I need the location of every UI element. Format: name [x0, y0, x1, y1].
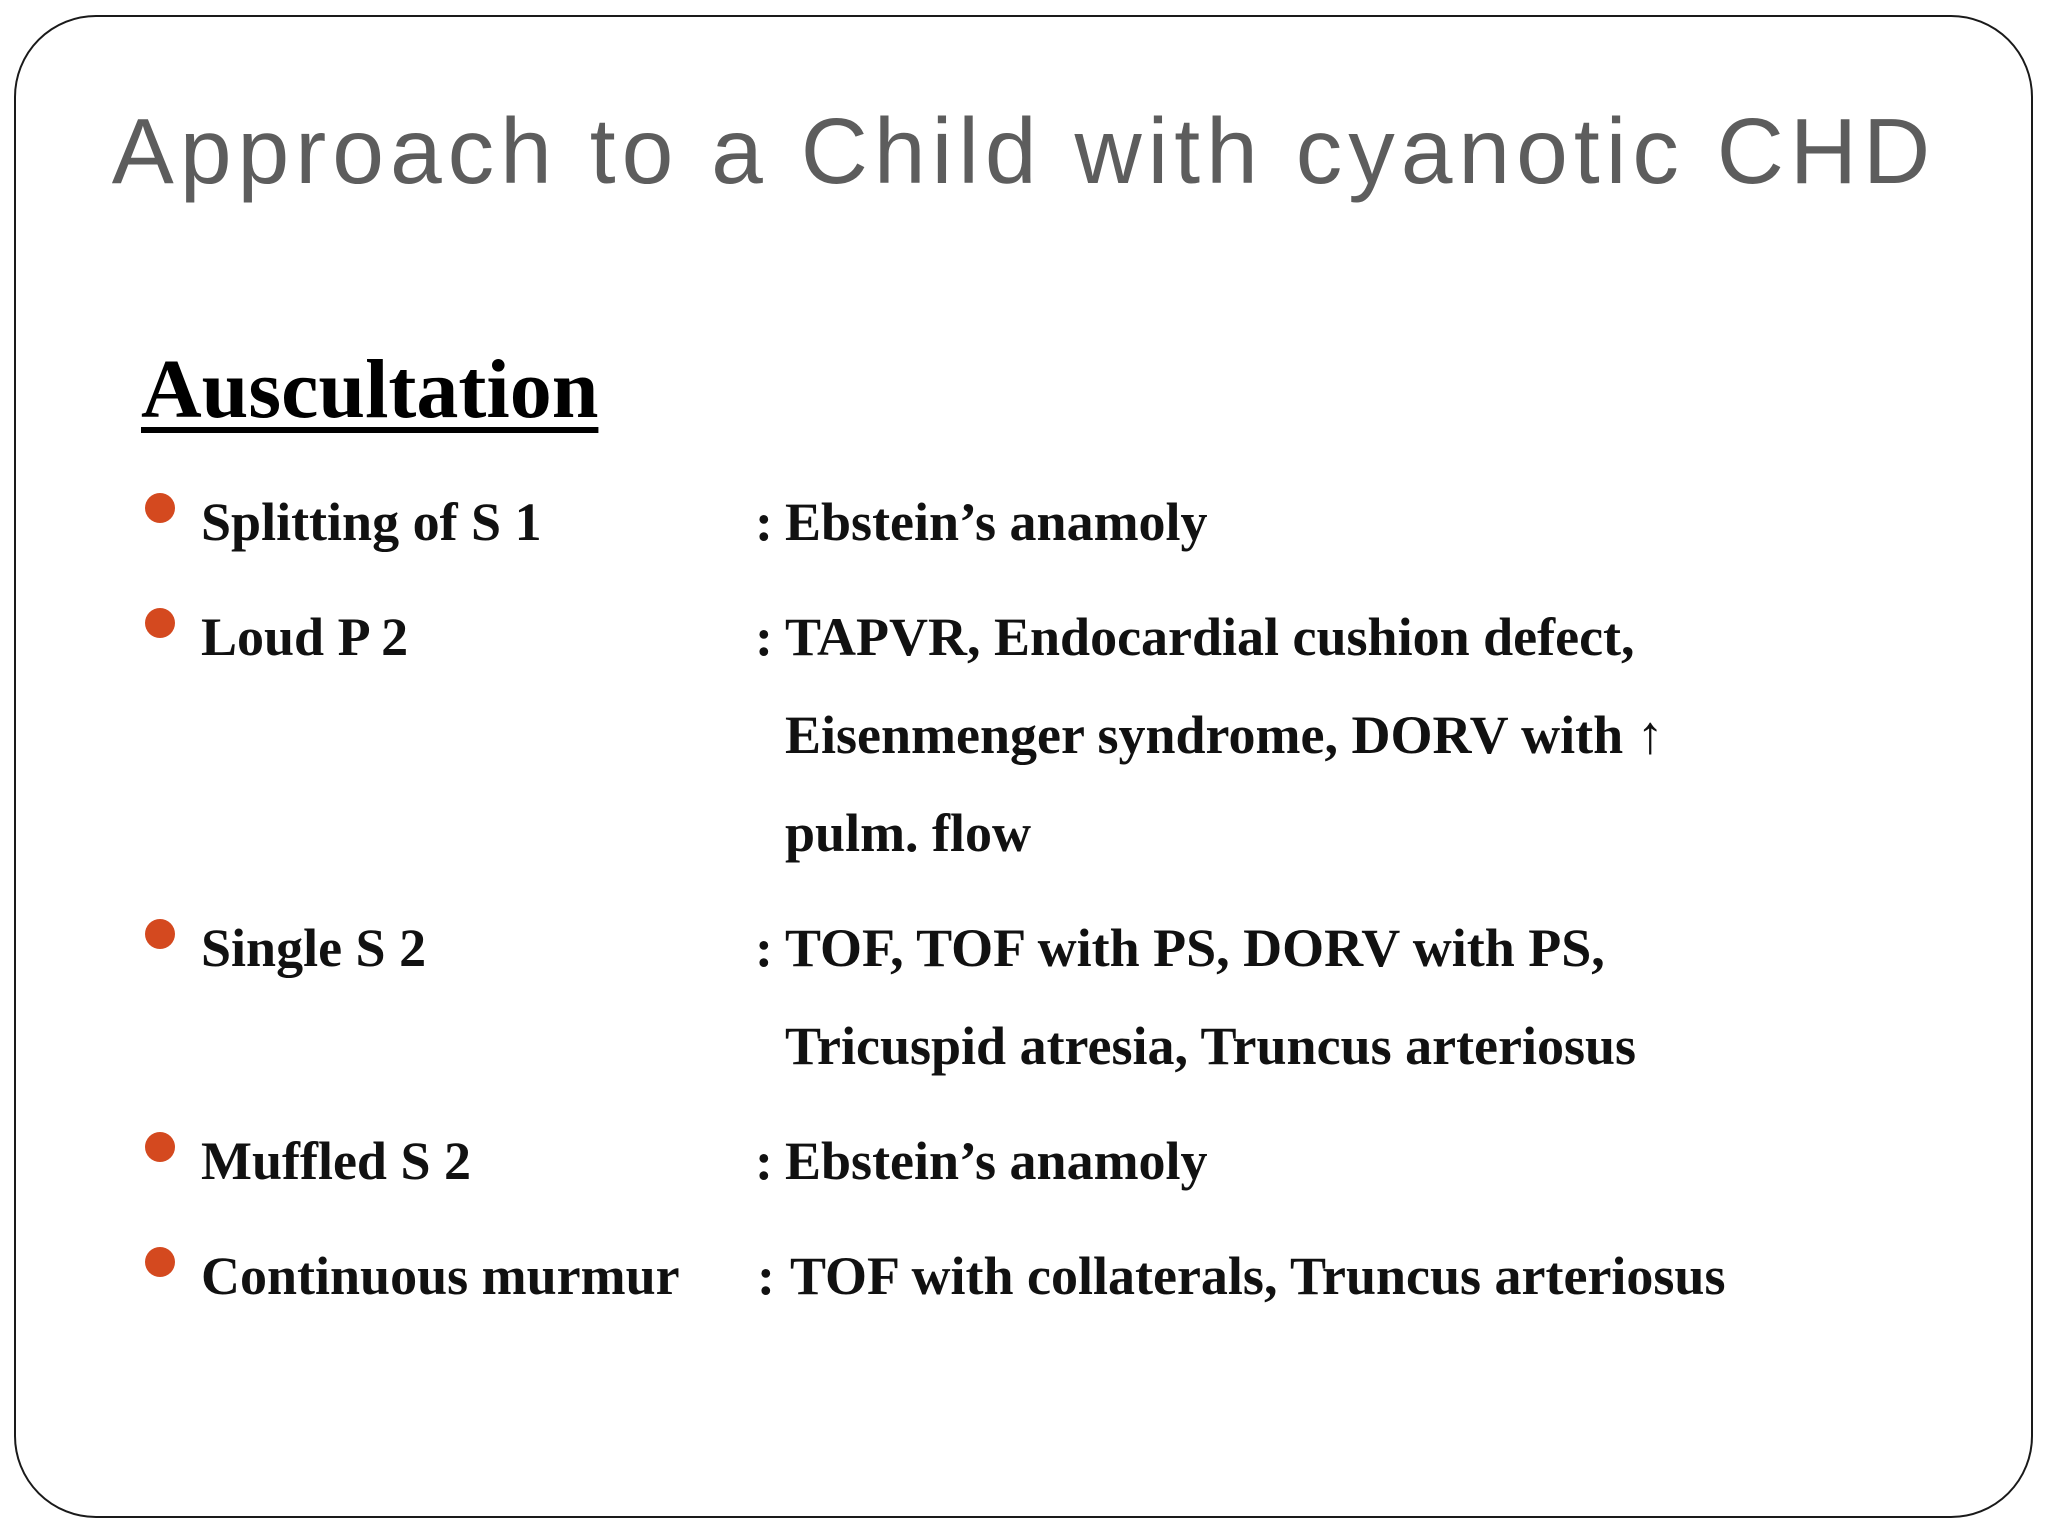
- list-item-description: Tricuspid atresia, Truncus arteriosus: [785, 1016, 1637, 1076]
- list-item-separator: :: [755, 1131, 773, 1191]
- list-item-term: Muffled S 2: [201, 1131, 471, 1191]
- list-item-term: Loud P 2: [201, 607, 409, 667]
- list-item-description: pulm. flow: [785, 803, 1032, 863]
- bullet-icon: [145, 493, 175, 523]
- list-item-description: TOF with collaterals, Truncus arteriosus: [790, 1246, 1726, 1306]
- list-item-description: TOF, TOF with PS, DORV with PS,: [785, 918, 1605, 978]
- list-item-separator: :: [755, 607, 773, 667]
- list-item-separator: :: [757, 1246, 775, 1306]
- list-item-description: Ebstein’s anamoly: [785, 1131, 1208, 1191]
- list-item-term: Single S 2: [201, 918, 427, 978]
- list-item-separator: :: [755, 492, 773, 552]
- section-heading: Auscultation: [141, 343, 599, 436]
- list-item-separator: :: [755, 918, 773, 978]
- list-item-term: Splitting of S 1: [201, 492, 542, 552]
- bullet-icon: [145, 1247, 175, 1277]
- bullet-icon: [145, 919, 175, 949]
- bullet-icon: [145, 608, 175, 638]
- list-item-description: Ebstein’s anamoly: [785, 492, 1208, 552]
- list-item-description: Eisenmenger syndrome, DORV with ↑: [785, 705, 1664, 765]
- list-item-description: TAPVR, Endocardial cushion defect,: [785, 607, 1635, 667]
- slide-title: Approach to a Child with cyanotic CHD: [111, 99, 1937, 203]
- list-item-term: Continuous murmur: [201, 1246, 680, 1306]
- bullet-icon: [145, 1132, 175, 1162]
